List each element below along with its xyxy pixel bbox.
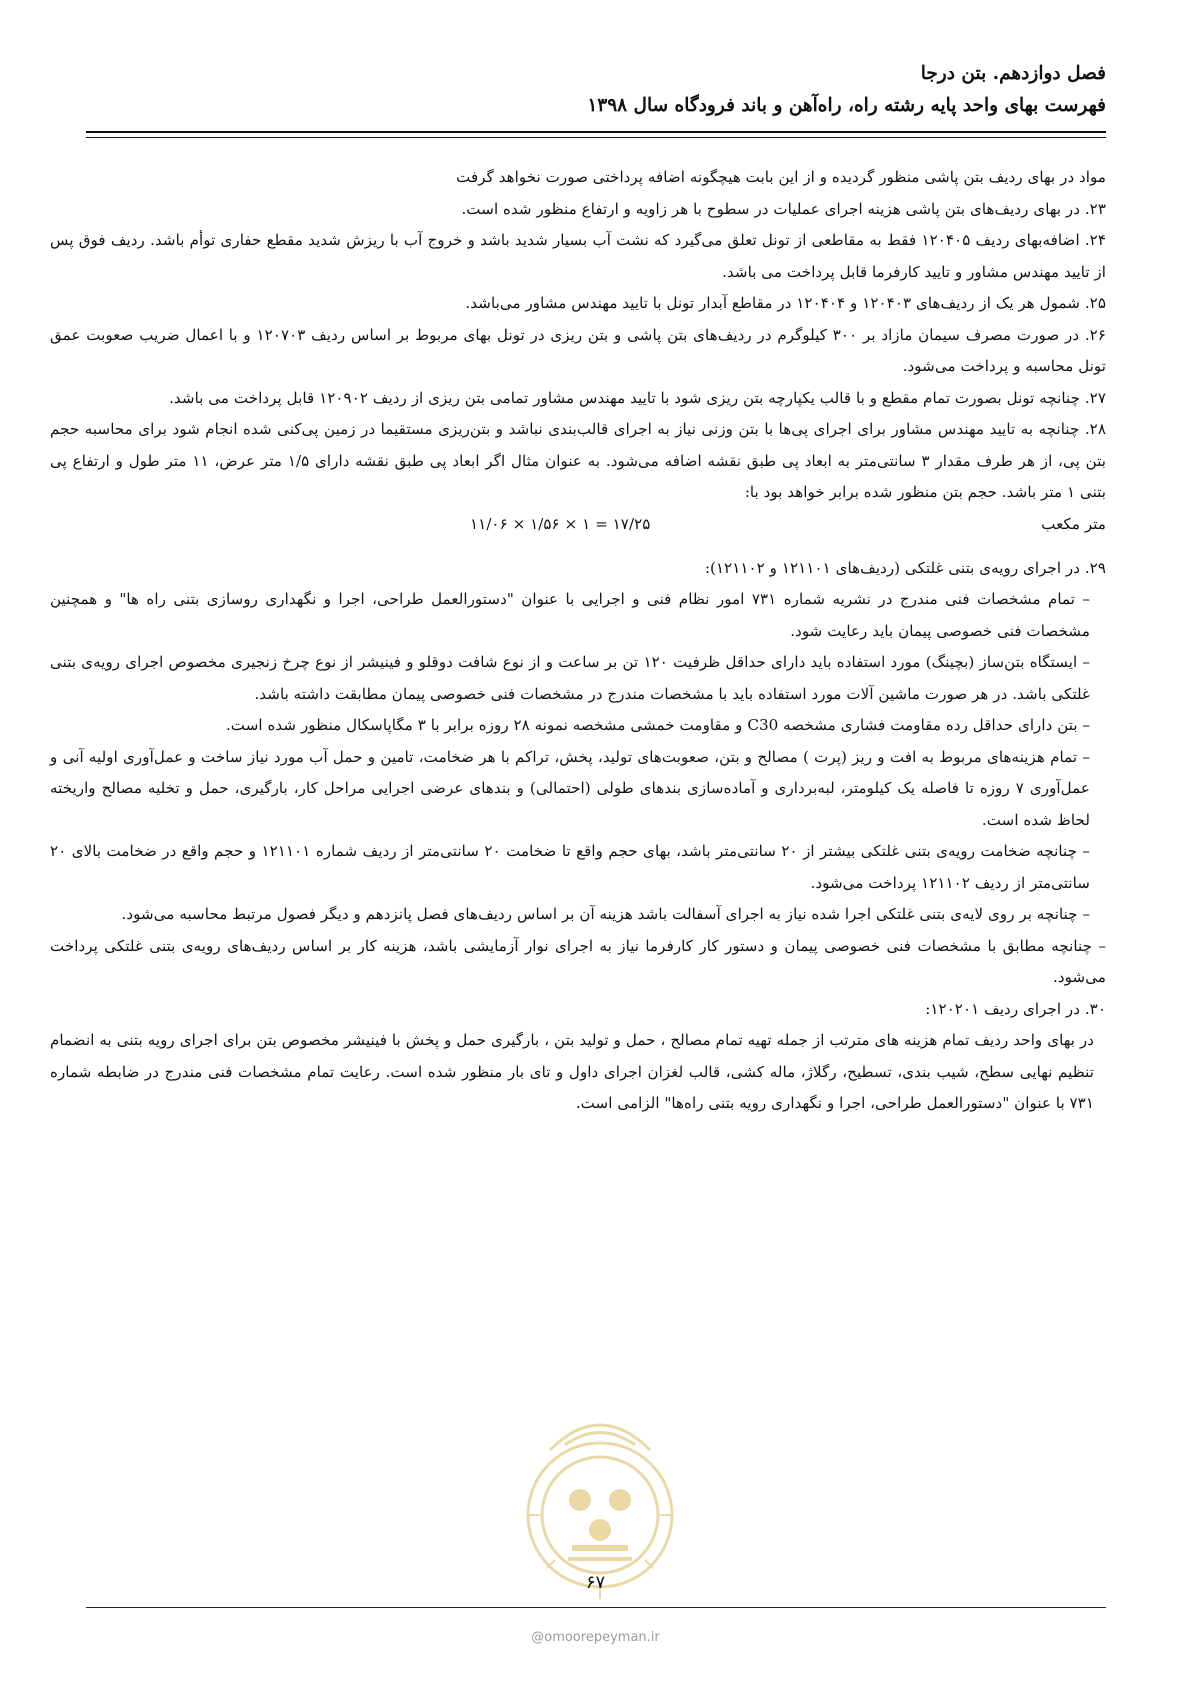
bullet-item: – ایستگاه بتن‌ساز (بچینگ) مورد استفاده باید دارای حداقل ظرفیت ۱۲۰ تن بر ساعت و از نوع شافت دوقلو و فینیشر از نوع چرخ زنجیری مخصوص اجرای رویه‌ی بتنی غلتکی باشد. در هر صورت ماشین آلات مورد استفاده باید با مشخصات مندرج در مشخصات فنی خصوصی پیمان مطابقت داشته باشد. bbox=[50, 653, 1090, 703]
bullet-item: – تمام مشخصات فنی مندرج در نشریه شماره ۷۳۱ امور نظام فنی و اجرایی با عنوان "دستورالعمل طراحی، اجرا و نگهداری روسازی بتنی راه ها" و همچنین مشخصات فنی خصوصی پیمان باید رعایت شود. bbox=[50, 590, 1090, 640]
item-27: ۲۷. چنانچه تونل بصورت تمام مقطع و با قالب یکپارچه بتن ریزی شود با تایید مهندس مشاور تمامی بتن ریزی از ردیف ۱۲۰۹۰۲ قابل پرداخت می باشد. bbox=[169, 388, 1106, 407]
item-29-intro: ۲۹. در اجرای رویه‌ی بتنی غلتکی (ردیف‌های ۱۲۱۱۰۱ و ۱۲۱۱۰۲): bbox=[704, 558, 1106, 577]
item-30-intro: ۳۰. در اجرای ردیف ۱۲۰۲۰۱: bbox=[925, 999, 1106, 1018]
item-24: ۲۴. اضافه‌بهای ردیف ۱۲۰۴۰۵ فقط به مقاطعی از تونل تعلق می‌گیرد که نشت آب بسیار شدید باشد و خروج آب با ریزش شدید مقطع حفاری توأم باشد. ردیف فوق پس از تایید مهندس مشاور و تایید کارفرما قابل پرداخت می باشد. bbox=[50, 231, 1106, 281]
document-body bbox=[50, 162, 1106, 1120]
volume-formula bbox=[50, 509, 1106, 541]
chapter-title: فصل دوازدهم. بتن درجا bbox=[920, 63, 1106, 84]
bullet-item: – بتن دارای حداقل رده مقاومت فشاری مشخصه C30 و مقاومت خمشی مشخصه نمونه ۲۸ روزه برابر با ۳ مگاپاسکال منظور شده است. bbox=[225, 716, 1090, 734]
page-number: ۶۷ bbox=[585, 1572, 606, 1593]
header-rule-thin bbox=[86, 137, 1106, 138]
page-header bbox=[86, 58, 1106, 122]
footer-rule bbox=[86, 1607, 1106, 1608]
price-list-title: فهرست بهای واحد پایه رشته راه، راه‌آهن و باند فرودگاه سال ۱۳۹۸ bbox=[587, 95, 1106, 116]
spacer bbox=[50, 541, 1106, 553]
bullet-item: – چنانچه ضخامت رویه‌ی بتنی غلتکی بیشتر از ۲۰ سانتی‌متر باشد، بهای حجم واقع تا ضخامت ۲۰ سانتی‌متر از ردیف شماره ۱۲۱۱۰۱ و حجم واقع در ضخامت بالای ۲۰ سانتی‌متر از ردیف ۱۲۱۱۰۲ پرداخت می‌شود. bbox=[50, 842, 1090, 892]
item-29-bullets bbox=[50, 584, 1106, 931]
footer-site-watermark: @omoorepeyman.ir bbox=[531, 1630, 660, 1645]
formula-unit: متر مکعب bbox=[1041, 514, 1106, 533]
item-30-body: در بهای واحد ردیف تمام هزینه های مترتب از جمله تهیه تمام مصالح ، حمل و تولید بتن ، بارگیری حمل و پخش با فینیشر مخصوص بتن برای اجرای رویه بتنی به انضمام تنظیم نهایی سطح، شیب بندی، تسطیح، رگلاژ، ماله کشی، قالب لغزان اجرای داول و تای بار منظور شده است. رعایت تمام مشخصات فنی مندرج در ضابطه شماره ۷۳۱ با عنوان "دستورالعمل طراحی، اجرا و نگهداری رویه بتنی راه‌ها" الزامی است. bbox=[50, 1031, 1094, 1112]
bullet-item-last: – چنانچه مطابق با مشخصات فنی خصوصی پیمان و دستور کار کارفرما نیاز به اجرای نوار آزمایشی باشد، هزینه کار بر اساس ردیف‌های رویه‌ی بتنی غلتکی پرداخت می‌شود. bbox=[50, 936, 1106, 986]
item-26: ۲۶. در صورت مصرف سیمان مازاد بر ۳۰۰ کیلوگرم در ردیف‌های بتن پاشی و بتن ریزی در تونل بهای مربوط بر اساس ردیف ۱۲۰۷۰۳ و با اعمال ضریب صعوبت عمق تونل محاسبه و پرداخت می‌شود. bbox=[50, 325, 1106, 375]
bullet-item: – چنانچه بر روی لایه‌ی بتنی غلتکی اجرا شده نیاز به اجرای آسفالت باشد هزینه آن بر اساس ردیف‌های فصل پانزدهم و دیگر فصول مرتبط محاسبه می‌شود. bbox=[121, 905, 1090, 923]
formula-expression: ۱۱/۰۶ × ۱/۵۶ × ۱ = ۱۷/۲۵ bbox=[470, 514, 651, 533]
bullet-item: – تمام هزینه‌های مربوط به افت و ریز (پرت ) مصالح و بتن، صعوبت‌های تولید، پخش، تراکم با هر ضخامت، تامین و حمل آب مورد نیاز ساخت و عمل‌آوری اولیه آنی و عمل‌آوری ۷ روزه تا فاصله یک کیلومتر، لبه‌برداری و آماده‌سازی بندهای طولی (احتمالی) و بندهای عرضی اجرایی مراحل کار، بارگیری، حمل و تخلیه مصالح واریخته لحاظ شده است. bbox=[50, 747, 1090, 829]
item-23: ۲۳. در بهای ردیف‌های بتن پاشی هزینه اجرای عملیات در سطوح با هر زاویه و ارتفاع منظور شده است. bbox=[461, 199, 1106, 218]
item-25: ۲۵. شمول هر یک از ردیف‌های ۱۲۰۴۰۳ و ۱۲۰۴۰۴ در مقاطع آبدار تونل با تایید مهندس مشاور می‌باشد. bbox=[465, 294, 1106, 312]
header-rule-thick bbox=[86, 131, 1106, 133]
paragraph: مواد در بهای ردیف بتن پاشی منظور گردیده و از این بابت هیچگونه اضافه پرداختی صورت نخواهد گرفت bbox=[456, 168, 1106, 186]
item-28: ۲۸. چنانچه به تایید مهندس مشاور برای اجرای پی‌ها با بتن وزنی نیاز به اجرای قالب‌بندی نباشد و بتن‌ریزی مستقیما در زمین پی‌کنی شده انجام شود برای محاسبه حجم بتن پی، از هر طرف مقدار ۳ سانتی‌متر به ابعاد پی طبق نقشه اضافه می‌شود. به عنوان مثال اگر ابعاد پی طبق نقشه دارای ۱/۵ متر عرض، ۱۱ متر طول و ارتفاع پی بتنی ۱ متر باشد. حجم بتن منظور شده برابر خواهد بود با: bbox=[50, 420, 1106, 501]
